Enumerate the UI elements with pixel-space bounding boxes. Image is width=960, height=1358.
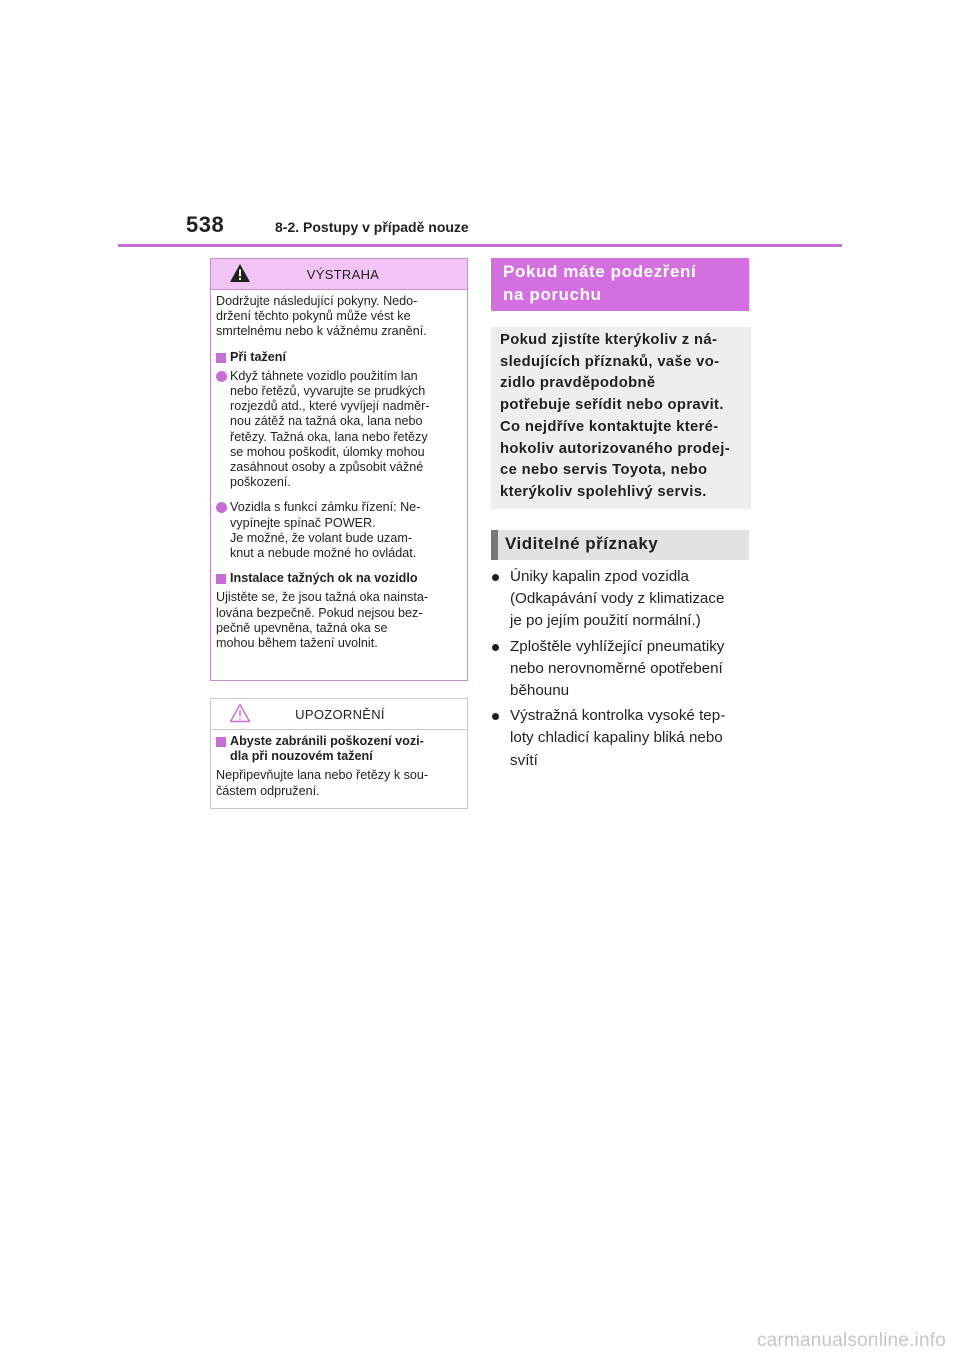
warning-item-text: Vozidla s funkcí zámku řízení: Ne- vypínejte spínač POWER. Je možné, že volant bude uzam- knut a nebude možné ho ovládat.	[230, 500, 421, 561]
warning-body	[211, 290, 467, 651]
warning-subheading-towing	[216, 350, 461, 365]
warning-eyelet-text: Ujistěte se, že jsou tažná oka nainsta- lována bezpečně. Pokud nejsou bez- pečně upevněna, tažná oka se mohou během tažení uvolnit.	[216, 590, 429, 651]
list-item	[491, 566, 753, 633]
malfunction-banner: Pokud máte podezření na poruchu	[491, 258, 749, 311]
warning-subheading-text: Při tažení	[230, 349, 286, 364]
caution-box	[210, 698, 468, 809]
section-title: 8-2. Postupy v případě nouze	[275, 219, 469, 235]
page-number: 538	[186, 212, 225, 237]
visible-symptoms-heading: Viditelné příznaky	[491, 530, 749, 560]
caution-header	[211, 699, 467, 730]
symptom-text: Výstražná kontrolka vysoké tep- loty chladicí kapaliny bliká nebo svítí	[510, 707, 726, 769]
warning-box	[210, 258, 468, 681]
header-rule	[118, 244, 842, 247]
warning-triangle-icon	[229, 263, 251, 283]
square-bullet-icon	[216, 574, 226, 584]
caution-body	[211, 730, 467, 799]
info-box: Pokud zjistíte kterýkoliv z ná- sledujících příznaků, vaše vo- zidlo pravděpodobně potřebuje seřídit nebo opravit. Co nejdříve kontaktujte které- hokoliv autorizovaného prodej- ce nebo servis Toyota, nebo kterýkoliv spolehlivý servis.	[491, 327, 751, 509]
circle-bullet-icon	[216, 371, 227, 382]
warning-subheading-tow-eyelets	[216, 571, 461, 586]
warning-title: VÝSTRAHA	[306, 266, 380, 282]
list-item	[491, 705, 753, 772]
bullet-dot-icon	[492, 644, 499, 651]
caution-title: UPOZORNĚNÍ	[295, 706, 385, 722]
caution-subheading	[216, 734, 461, 764]
square-bullet-icon	[216, 737, 226, 747]
warning-header	[211, 259, 467, 290]
warning-item	[216, 369, 461, 491]
symptom-text: Zploštěle vyhlížející pneumatiky nebo nerovnoměrné opotřebení běhounu	[510, 637, 725, 700]
warning-item	[216, 500, 461, 561]
caution-text: Nepřipevňujte lana nebo řetězy k sou- částem odpružení.	[216, 768, 429, 798]
warning-subheading-text: Instalace tažných ok na vozidlo	[230, 571, 418, 586]
circle-bullet-icon	[216, 502, 227, 513]
symptom-text: Úniky kapalin zpod vozidla (Odkapávání vody z klimatizace je po jejím použití normální.)	[510, 568, 725, 630]
warning-intro: Dodržujte následující pokyny. Nedo- držení těchto pokynů může vést ke smrtelnému nebo k vážnému zranění.	[216, 294, 427, 339]
bullet-dot-icon	[492, 713, 499, 720]
square-bullet-icon	[216, 353, 226, 363]
list-item	[491, 636, 753, 703]
caution-triangle-icon	[229, 703, 251, 723]
caution-subheading-text: Abyste zabránili poškození vozi- dla při nouzovém tažení	[230, 734, 424, 764]
symptom-list	[491, 566, 753, 775]
warning-item-text: Když táhnete vozidlo použitím lan nebo řetězů, vyvarujte se prudkých rozjezdů atd., které vyvíjejí nadměr- nou zátěž na tažná oka, lana nebo řetězy. Tažná oka, lana nebo řetězy se mohou poškodit, úlomky mohou zasáhnout osoby a způsobit vážné poškození.	[230, 368, 430, 490]
watermark: carmanualsonline.info	[756, 1330, 946, 1351]
bullet-dot-icon	[492, 574, 499, 581]
